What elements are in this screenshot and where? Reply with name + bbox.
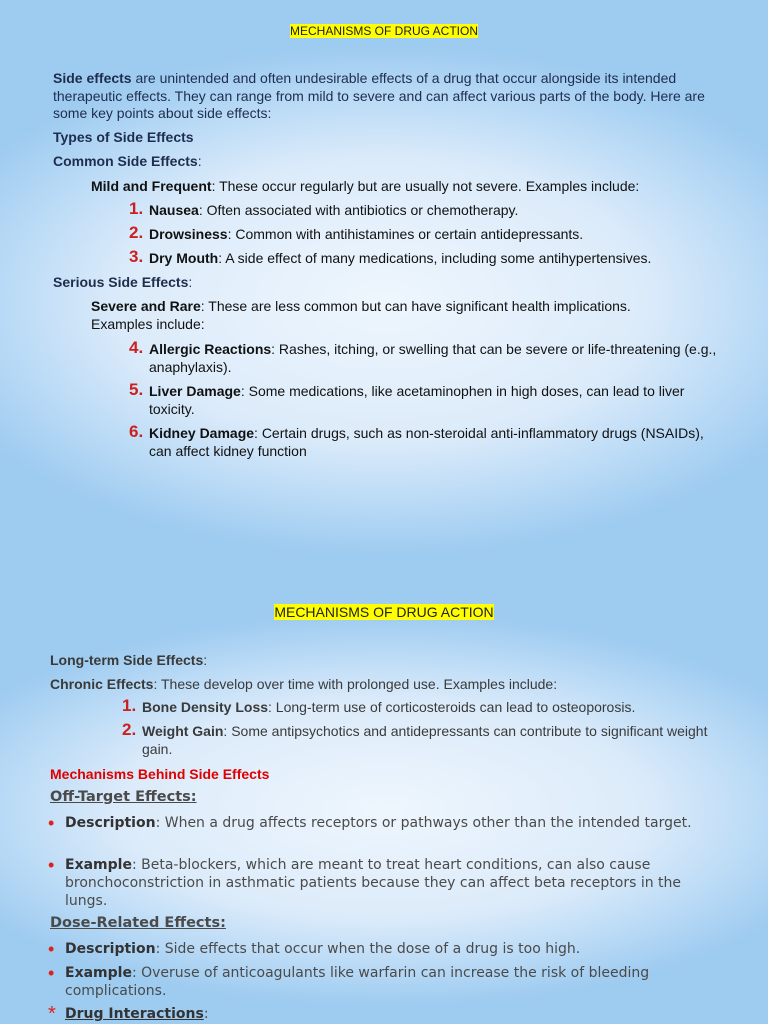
mild-frequent-line: Mild and Frequent: These occur regularly but are usually not severe. Examples include:	[91, 178, 640, 194]
chronic-line: Chronic Effects: These develop over time with prolonged use. Examples include:	[50, 676, 558, 692]
types-heading: Types of Side Effects	[53, 129, 194, 145]
slide-title: MECHANISMS OF DRUG ACTION	[274, 604, 494, 620]
serious-heading: Serious Side Effects:	[53, 274, 193, 290]
slide-title: MECHANISMS OF DRUG ACTION	[289, 24, 478, 38]
slide-1: MECHANISMS OF DRUG ACTION Side effects are unintended and often undesirable effects of a drug that occur alongside its intended therapeutic effects. They can range from mild to severe and can affect various parts of the body. Here are some key points about side effects: Types of Side Effects Common Side Effects: Mild and Frequent: These occur regularly but are usually not severe. Examples include: 1. Nausea: Often associated with antibiotics or chemotherapy. 2. Drowsiness: Common with antihistamines or certain antidepressants. 3. Dry Mouth: A side effect of many medications, including some antihypertensives. Serious Side Effects: Severe and Rare: These are less common but can have significant health implications. Examples include: 4. Allergic Reactions: Rashes, itching, or swelling that can be severe or life-threatening (e.g., anaphylaxis). 5. Liver Damage: Some medications, like acetaminophen in high doses, can lead to liver toxicity. 6. Kidney Damage: Certain drugs, such as non-steroidal anti-inflammatory drugs (NSAIDs), can affect kidney function	[0, 0, 768, 578]
dose-heading: Dose-Related Effects:	[50, 915, 226, 931]
severe-rare-line: Severe and Rare: These are less common but can have significant health implications. Examples include:	[91, 298, 631, 332]
common-heading: Common Side Effects:	[53, 153, 202, 169]
mechanisms-heading: Mechanisms Behind Side Effects	[50, 766, 270, 782]
longterm-heading: Long-term Side Effects:	[50, 652, 208, 668]
intro-paragraph: Side effects are unintended and often undesirable effects of a drug that occur alongside its intended therapeutic effects. They can range from mild to severe and can affect various parts of the body. Here are some key points about side effects:	[53, 70, 705, 121]
bullet-icon: •	[48, 963, 55, 983]
slide-2: MECHANISMS OF DRUG ACTION Long-term Side Effects: Chronic Effects: These develop over time with prolonged use. Examples include: 1. Bone Density Loss: Long-term use of corticosteroids can lead to osteoporosis. 2. Weight Gain: Some antipsychotics and antidepressants can contribute to significant weight gain. Mechanisms Behind Side Effects Off-Target Effects: • Description: When a drug affects receptors or pathways other than the intended target. • Example: Beta-blockers, which are meant to treat heart conditions, can also cause bronchoconstriction in asthmatic patients because they can affect beta receptors in the lungs. Dose-Related Effects: • Description: Side effects that occur when the dose of a drug is too high. • Example: Overuse of anticoagulants like warfarin can increase the risk of bleeding complications. * Drug Interactions:	[0, 578, 768, 1024]
bullet-icon: •	[48, 813, 55, 833]
bullet-icon: •	[48, 855, 55, 875]
offtarget-heading: Off-Target Effects:	[50, 789, 197, 805]
bullet-icon: •	[48, 939, 55, 959]
asterisk-icon: *	[48, 1003, 56, 1024]
